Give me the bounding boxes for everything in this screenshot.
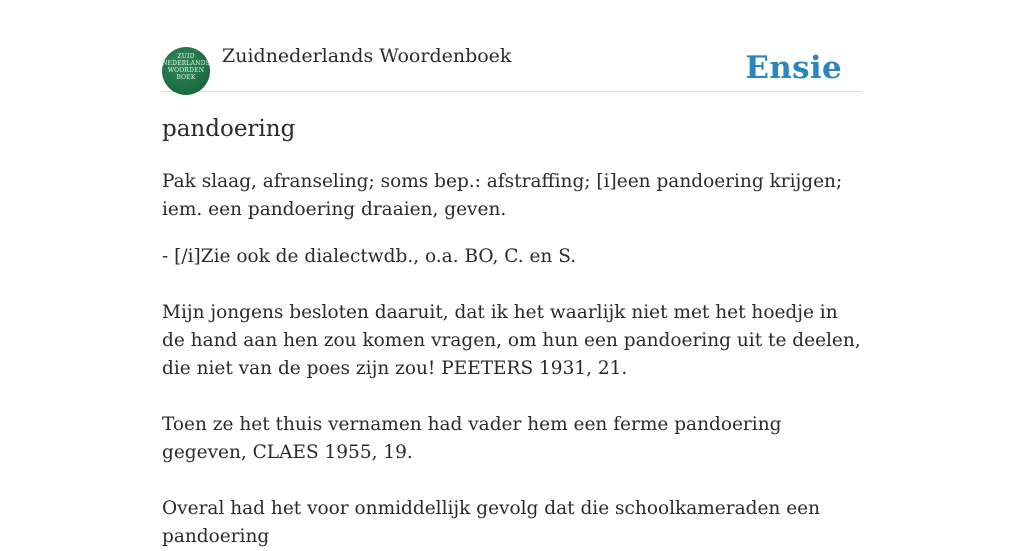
logo-text: ZUID NEDERLANDS WOORDEN BOEK: [162, 53, 210, 81]
source-name[interactable]: Zuidnederlands Woordenboek: [222, 45, 512, 67]
quote-text: Toen ze het thuis vernamen had vader hem een ferme pandoering gegeven, CLAES 1955, 19.: [162, 414, 782, 463]
page-container: [162, 0, 862, 547]
quote-text: Mijn jongens besloten daaruit, dat ik het waarlijk niet met het hoedje in de hand aan hen zou komen vragen, om hun een pandoering uit te deelen, die niet van de poes zijn zou! PEETERS 1931, 21.: [162, 302, 861, 379]
definition-text: Pak slaag, afranseling; soms bep.: afstraffing; [i]een pandoering krijgen; iem. een pandoering draaien, geven.: [162, 171, 843, 220]
entry-content: [162, 168, 862, 551]
quote-text: Overal had het voor onmiddellijk gevolg dat die schoolkameraden een pandoering: [162, 498, 821, 547]
brand-logo[interactable]: Ensie: [745, 50, 842, 86]
dictionary-logo[interactable]: [162, 47, 210, 95]
header: [162, 0, 862, 92]
see-also-text: - [/i]Zie ook de dialectwdb., o.a. BO, C. en S.: [162, 246, 577, 267]
headword: pandoering: [162, 116, 296, 142]
